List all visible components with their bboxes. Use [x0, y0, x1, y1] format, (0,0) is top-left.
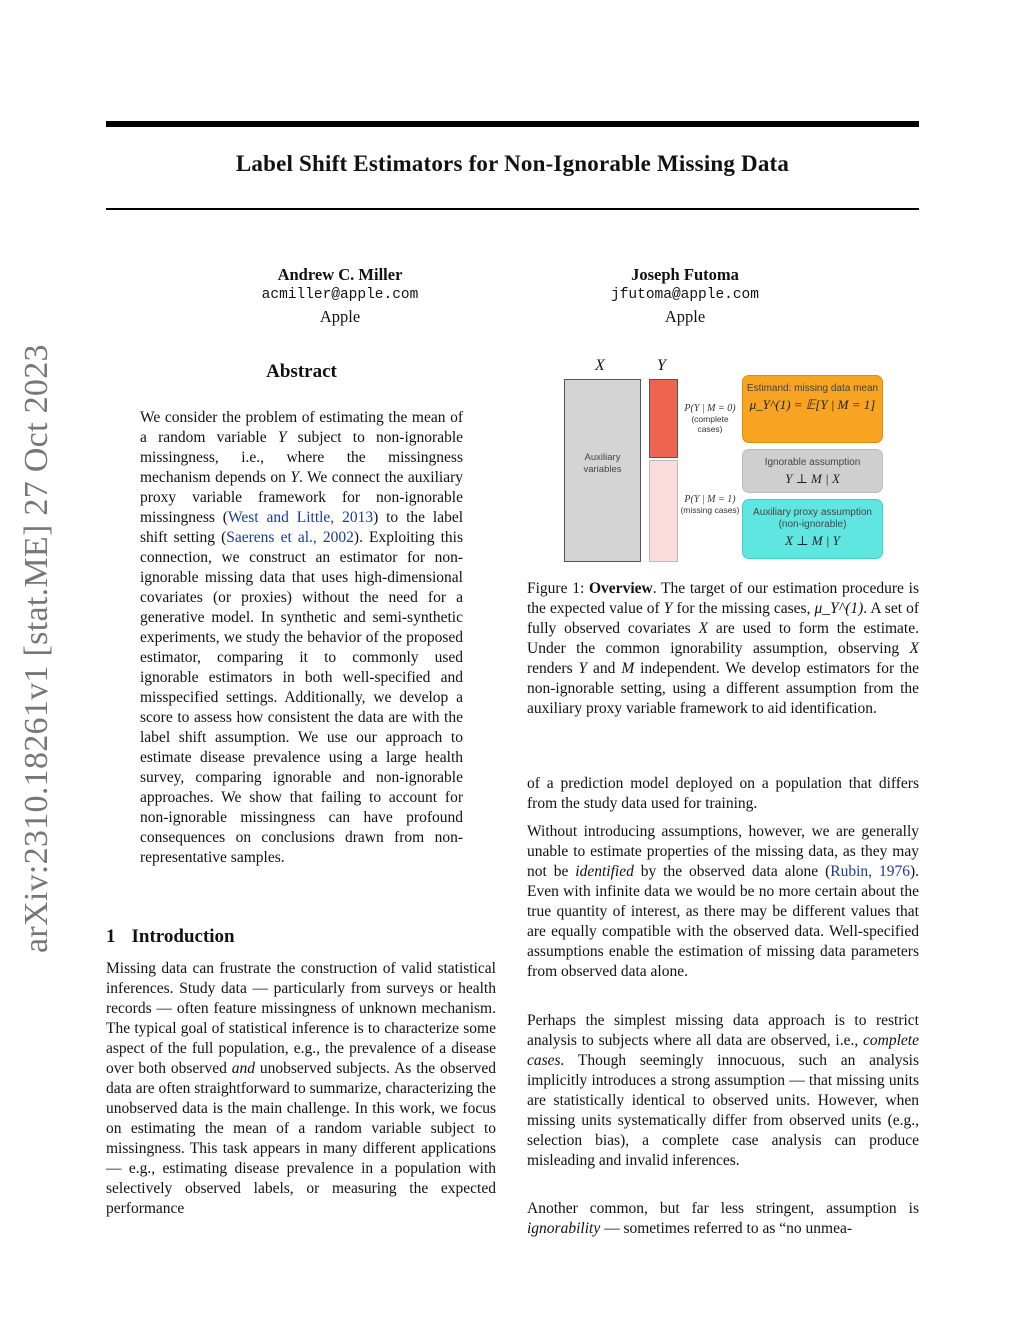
body-paragraph-1: of a prediction model deployed on a population that differs from the study data used for training. [527, 775, 919, 812]
arxiv-sidebar-id: arXiv:2310.18261v1 [stat.ME] 27 Oct 2023 [18, 344, 55, 953]
column-label-x: X [595, 357, 605, 374]
section-heading-introduction: 1 Introduction [106, 926, 235, 947]
body-paragraph-4: Another common, but far less stringent, assumption is ignorability — sometimes referred to as “no unmea- [527, 1200, 919, 1237]
citation-link[interactable]: West and Little, 2013 [227, 509, 374, 526]
author-block-1 [190, 264, 490, 327]
top-rule [106, 121, 919, 127]
intro-text: Missing data can frustrate the construction of valid statistical inferences. Study data — particularly from surveys or health records — often feature missingness of unknown mechanism. The typical goal of statistical inference is to characterize some aspect of the full population, e.g., the prevalence of a disease over both observed and unobserved subjects. As the observed data are often straightforward to summarize, characterizing the unobserved data is the main challenge. In this work, we focus on estimating the mean of a random variable subject to missingness. This task appears in many different applications — e.g., estimating disease prevalence in a population with selectively observed labels, or measuring the expected performance [106, 960, 496, 1217]
author-name: Joseph Futoma [631, 265, 739, 284]
author-affiliation: Apple [319, 307, 361, 326]
complete-cases-bar [649, 379, 678, 458]
author-email[interactable]: acmiller@apple.com [261, 287, 419, 303]
author-affiliation: Apple [664, 307, 706, 326]
proxy-assumption-box: Auxiliary proxy assumption (non-ignorable) X ⊥ M | Y [742, 499, 883, 559]
body-paragraph-3: Perhaps the simplest missing data approach is to restrict analysis to subjects where all data are observed, i.e., complete cases. Though seemingly innocuous, such an analysis implicitly introduces a strong assumption — that missing units are statistically identical to observed units. However, when missing units systematically differ from observed units (e.g., selection bias), a complete case analysis can produce misleading and invalid inferences. [527, 1012, 919, 1169]
author-name: Andrew C. Miller [277, 265, 403, 284]
ignorable-assumption-box: Ignorable assumption Y ⊥ M | X [742, 449, 883, 493]
column-label-y: Y [657, 357, 666, 374]
missing-cases-bar [649, 460, 678, 562]
abstract-heading: Abstract [266, 361, 337, 382]
estimand-box: Estimand: missing data mean μ_Y^(1) = 𝔼[Y | M = 1] [742, 375, 883, 443]
paper-title: Label Shift Estimators for Non-Ignorable Missing Data [235, 151, 790, 176]
figure-overview-diagram [555, 357, 895, 567]
complete-cases-annotation: P(Y | M = 0) (complete cases) [684, 403, 736, 434]
citation-link[interactable]: Rubin, 1976 [830, 863, 910, 880]
body-paragraph-2: Without introducing assumptions, however, we are generally unable to estimate properties of the missing data, as they may not be identified by the observed data alone (Rubin, 1976). Even with infinite data we would be no more certain about the true quantity of interest, as there may be different values that are equally compatible with the observed data. Well-specified assumptions enable the estimation of missing data parameters from observed data alone. [527, 823, 919, 980]
auxiliary-variables-box: Auxiliary variables [564, 379, 641, 562]
abstract-text: We consider the problem of estimating the mean of a random variable Y subject to non-ignorable missingness, i.e., where the missingness mechanism depends on Y. We connect the auxiliary proxy variable framework for non-ignorable missingness (West and Little, 2013) to the label shift setting (Saerens et al., 2002). Exploiting this connection, we construct an estimator for non-ignorable missing data that uses high-dimensional covariates (or proxies) without the need for a generative model. In synthetic and semi-synthetic experiments, we study the behavior of the proposed estimator, comparing it to commonly used ignorable estimators in both well-specified and misspecified settings. Additionally, we develop a score to assess how consistent the data are with the label shift assumption. We use our approach to estimate disease prevalence using a large health survey, comparing ignorable and non-ignorable approaches. We show that failing to account for non-ignorable missingness can have profound consequences on conclusions drawn from non-representative samples. [140, 409, 464, 866]
title-rule [106, 208, 919, 210]
author-email[interactable]: jfutoma@apple.com [611, 287, 759, 303]
citation-link[interactable]: Saerens et al., 2002 [226, 529, 354, 546]
figure-caption: Figure 1: Overview. The target of our estimation procedure is the expected value of Y for the missing cases, μ_Y^(1). A set of fully observed covariates X are used to form the estimate. Under the common ignorability assumption, observing X renders Y and M independent. We develop estimators for the non-ignorable setting, using a different assumption from the auxiliary proxy variable framework to aid identification. [527, 580, 919, 717]
author-block-2 [535, 264, 835, 327]
missing-cases-annotation: P(Y | M = 1) (missing cases) [680, 494, 740, 515]
